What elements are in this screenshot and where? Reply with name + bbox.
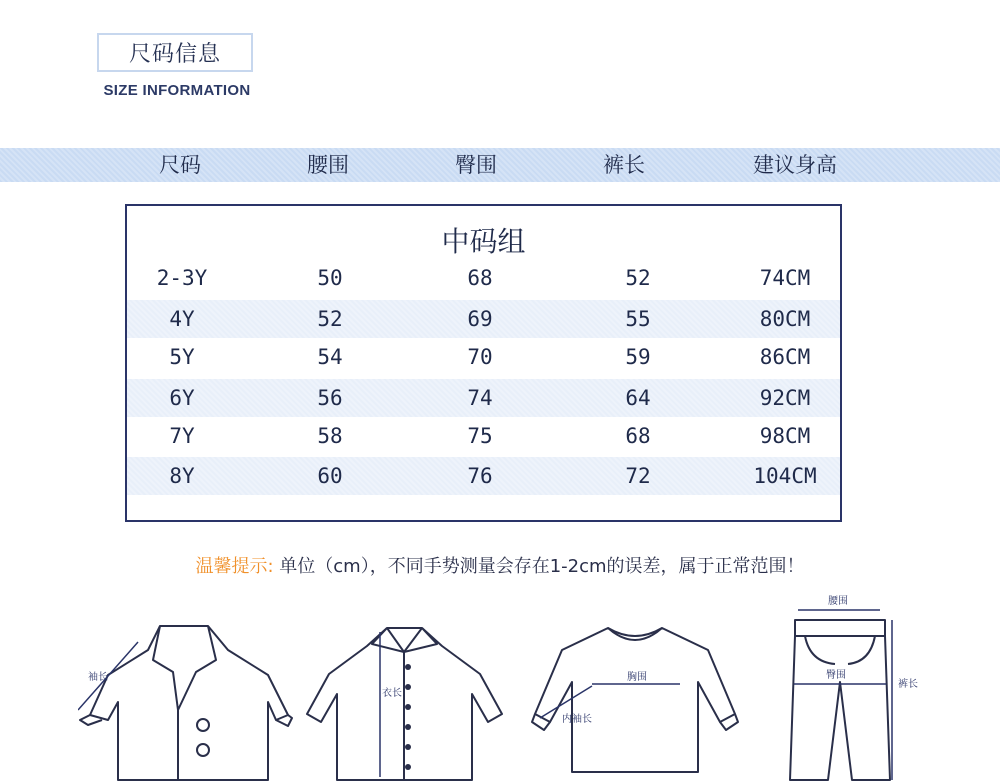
sweater-illustration (530, 622, 740, 782)
column-header-waist: 腰围 (307, 153, 349, 177)
cell-size: 5Y (169, 345, 195, 369)
pants-illustration (780, 592, 930, 782)
cell-hip: 70 (467, 345, 493, 369)
table-row (127, 300, 840, 338)
cell-size: 8Y (169, 464, 195, 488)
cell-pants-length: 72 (625, 464, 651, 488)
cell-height: 92CM (759, 386, 811, 410)
cell-pants-length: 52 (625, 266, 651, 290)
table-row (127, 338, 840, 376)
cell-waist: 60 (317, 464, 343, 488)
button-icon (197, 719, 209, 731)
cell-size: 6Y (169, 386, 195, 410)
jacket-sleeve-label: 袖长 (88, 672, 108, 683)
section-title: 尺码信息 (128, 42, 221, 67)
column-header-height: 建议身高 (753, 153, 837, 177)
cell-size: 2-3Y (156, 266, 208, 290)
section-subtitle: SIZE INFORMATION (103, 82, 251, 99)
cell-height: 80CM (759, 307, 811, 331)
table-row (127, 379, 840, 417)
cell-size: 4Y (169, 307, 195, 331)
jacket-illustration (78, 620, 293, 782)
shirt-illustration (302, 622, 507, 782)
column-header-size: 尺码 (159, 153, 201, 177)
cell-size: 7Y (169, 424, 195, 448)
measurement-tip (0, 552, 1000, 578)
cell-hip: 69 (467, 307, 493, 331)
sweater-chest-label: 胸围 (627, 672, 647, 683)
table-row (127, 417, 840, 455)
cell-hip: 68 (467, 266, 493, 290)
cell-height: 104CM (753, 464, 817, 488)
shirt-length-label: 衣长 (382, 688, 402, 699)
cell-height: 74CM (759, 266, 811, 290)
section-title-box (97, 33, 253, 72)
button-icon (197, 744, 209, 756)
table-row (127, 457, 840, 495)
cell-hip: 75 (467, 424, 493, 448)
cell-pants-length: 59 (625, 345, 651, 369)
column-header-hip: 臀围 (455, 153, 497, 177)
cell-hip: 76 (467, 464, 493, 488)
table-row (127, 259, 840, 297)
tip-text: 单位（cm），不同手势测量会存在1-2cm的误差，属于正常范围！ (273, 556, 805, 577)
cell-waist: 50 (317, 266, 343, 290)
table-group-title: 中码组 (441, 225, 526, 258)
size-table (125, 204, 842, 522)
cell-pants-length: 68 (625, 424, 651, 448)
cell-pants-length: 64 (625, 386, 651, 410)
sweater-sleeve-label: 内袖长 (562, 714, 592, 725)
cell-height: 98CM (759, 424, 811, 448)
column-header-pants-length: 裤长 (603, 153, 645, 177)
pants-length-label: 裤长 (898, 679, 918, 690)
cell-waist: 52 (317, 307, 343, 331)
cell-hip: 74 (467, 386, 493, 410)
pants-waist-label: 腰围 (828, 596, 848, 607)
cell-waist: 58 (317, 424, 343, 448)
cell-pants-length: 55 (625, 307, 651, 331)
cell-waist: 54 (317, 345, 343, 369)
cell-waist: 56 (317, 386, 343, 410)
cell-height: 86CM (759, 345, 811, 369)
pants-hip-label: 臀围 (826, 670, 846, 681)
tip-label: 温馨提示: (195, 556, 274, 577)
